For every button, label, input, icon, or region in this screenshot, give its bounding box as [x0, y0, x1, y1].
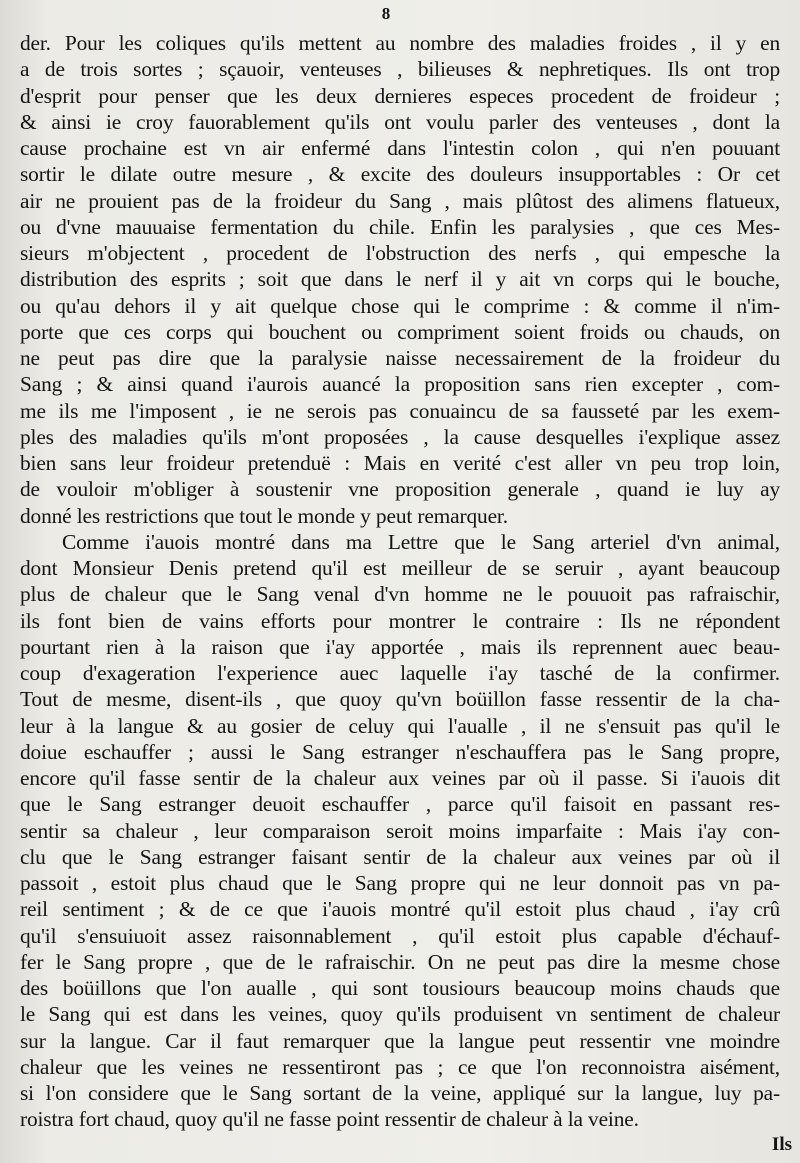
text-line: porte que ces corps qui bouchent ou compriment soient froids ou chauds, on: [20, 319, 780, 344]
text-line: reil sentiment ; & de ce que i'auois montré qu'il estoit plus chaud , i'ay crû: [20, 897, 780, 922]
text-line: coup d'exageration l'experience auec laquelle i'ay tasché de la confirmer.: [20, 661, 780, 685]
paragraph-start-line: Comme i'auois montré dans ma Lettre que le Sang arteriel d'vn animal,: [62, 529, 780, 554]
text-line: si l'on considere que le Sang sortant de la veine, appliqué sur la langue, luy pa-: [20, 1081, 780, 1105]
text-line: bien sans leur froideur pretenduë : Mais en verité c'est aller vn peu trop loin,: [20, 451, 780, 475]
text-line: sieurs m'objectent , procedent de l'obstruction des nerfs , qui empesche la: [20, 241, 780, 265]
text-line: ils font bien de vains efforts pour montrer le contraire : Ils ne répondent: [20, 608, 780, 633]
text-line: qu'il s'ensuiuoit assez raisonnablement , qu'il estoit plus capable d'échauf-: [20, 923, 780, 948]
text-line: leur à la langue & au gosier de celuy qui l'aualle , il ne s'ensuit pas qu'il le: [20, 713, 780, 738]
text-line: le Sang qui est dans les veines, quoy qu'ils produisent vn sentiment de chaleur: [20, 1002, 780, 1027]
text-line: passoit , estoit plus chaud que le Sang propre qui ne leur donnoit pas vn pa-: [20, 871, 780, 895]
body-text: [20, 30, 780, 1133]
text-line: doiue eschauffer ; aussi le Sang estranger n'eschauffera pas le Sang propre,: [20, 739, 780, 764]
text-line: plus de chaleur que le Sang venal d'vn homme ne le pouuoit pas rafraischir,: [20, 582, 780, 607]
text-line: ou qu'au dehors il y ait quelque chose qui le comprime : & comme il n'im-: [20, 293, 780, 318]
text-line: ples des maladies qu'ils m'ont proposées , la cause desquelles i'explique assez: [20, 424, 780, 449]
text-line: me ils me l'imposent , ie ne serois pas conuaincu de sa fausseté par les exem-: [20, 398, 780, 423]
text-line: des boüillons que l'on aualle , qui sont tousiours beaucoup moins chauds que: [20, 976, 780, 1000]
text-line: Sang ; & ainsi quand i'aurois auancé la proposition sans rien excepter , com-: [20, 372, 780, 397]
text-line: que le Sang estranger deuoit eschauffer , parce qu'il faisoit en passant res-: [20, 792, 780, 817]
text-line: & ainsi ie croy fauorablement qu'ils ont voulu parler des venteuses , dont la: [20, 109, 780, 134]
text-line: fer le Sang propre , que de le rafraischir. On ne peut pas dire la mesme chose: [20, 949, 780, 974]
text-line: ne peut pas dire que la paralysie naisse necessairement de la froideur du: [20, 346, 780, 370]
catchword: Ils: [771, 1134, 792, 1155]
text-line: a de trois sortes ; sçauoir, venteuses , bilieuses & nephretiques. Ils ont trop: [20, 57, 780, 82]
text-line: pourtant rien à la raison que i'ay apportée , mais ils reprennent auec beau-: [20, 634, 780, 659]
text-line: chaleur que les veines ne ressentiront pas ; ce que l'on reconnoistra aisément,: [20, 1054, 780, 1079]
text-line: cause prochaine est vn air enfermé dans l'intestin colon , qui n'en pouuant: [20, 136, 780, 160]
text-line: sur la langue. Car il faut remarquer que la langue peut ressentir vne moindre: [20, 1028, 780, 1053]
text-line: dont Monsieur Denis pretend qu'il est meilleur de se seruir , ayant beaucoup: [20, 556, 780, 580]
text-line: distribution des esprits ; soit que dans le nerf il y ait vn corps qui le bouche,: [20, 267, 780, 292]
text-line: der. Pour les coliques qu'ils mettent au nombre des maladies froides , il y en: [20, 31, 780, 55]
text-line: d'esprit pour penser que les deux dernieres especes procedent de froideur ;: [20, 83, 780, 108]
text-line: de vouloir m'obliger à soustenir vne proposition generale , quand ie luy ay: [20, 477, 780, 502]
text-line: ou d'vne mauuaise fermentation du chile. Enfin les paralysies , que ces Mes-: [20, 214, 780, 239]
text-line: sentir sa chaleur , leur comparaison seroit moins imparfaite : Mais i'ay con-: [20, 818, 780, 843]
page-number: 8: [381, 4, 391, 23]
text-line: sortir le dilate outre mesure , & excite des douleurs insupportables : Or cet: [20, 162, 780, 187]
text-line: Tout de mesme, disent-ils , que quoy qu'vn boüillon fasse ressentir de la cha-: [20, 687, 780, 712]
text-line: clu que le Sang estranger faisant sentir de la chaleur aux veines par où il: [20, 844, 780, 869]
text-line: air ne prouient pas de la froideur du Sang , mais plûtost des alimens flatueux,: [20, 188, 780, 213]
text-line: encore qu'il fasse sentir de la chaleur aux veines par où il passe. Si i'auois dit: [20, 766, 780, 790]
text-line: donné les restrictions que tout le monde y peut remarquer.: [20, 503, 508, 528]
text-line: roistra fort chaud, quoy qu'il ne fasse point ressentir de chaleur à la veine.: [20, 1107, 639, 1132]
